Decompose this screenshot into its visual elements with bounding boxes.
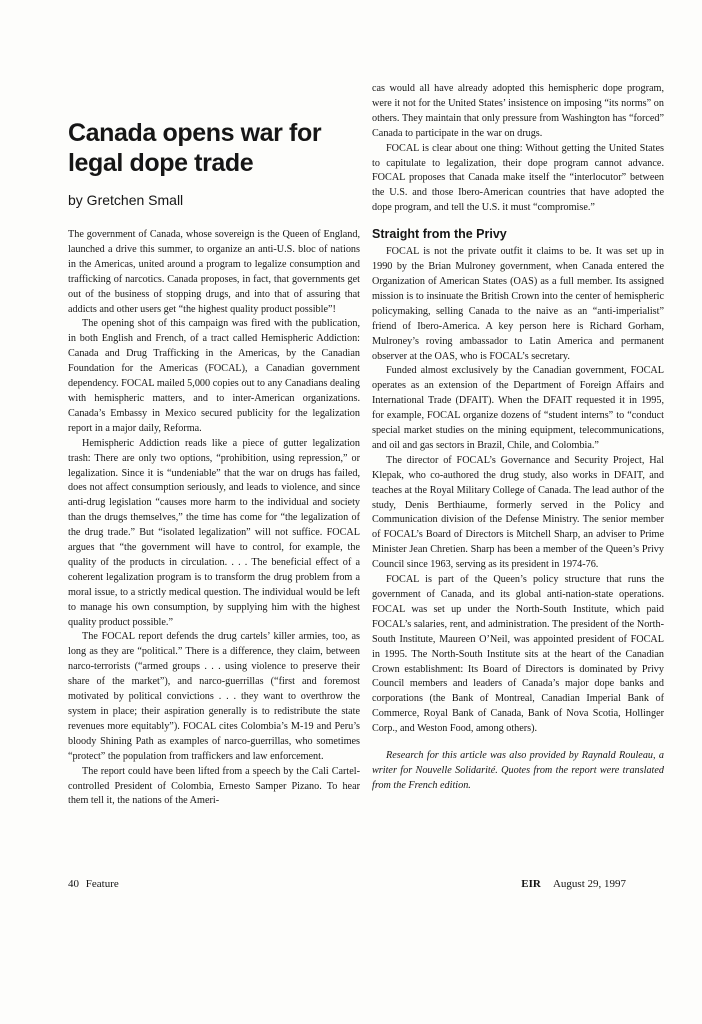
issue-date: August 29, 1997 [552,878,626,890]
paragraph: cas would all have already adopted this hemispheric dope program, were it not for the United States’ insistence on imposing “its norms” on others. They maintain that only pressure from Washington has “forced” Canada to participate in the war on drugs. [372,83,664,139]
article-title: Canada opens war for legal dope trade [68,119,322,177]
paragraph: Funded almost exclusively by the Canadian government, FOCAL operates as an extension of the Department of Foreign Affairs and International Trade (DFAIT). When the DFAIT requested it in 1995, for example, FOCAL organize dozens of “student interns” to “conduct special market studies on the mining equipment, telecommunications, and oil and gas sectors in Brazil, Chile, and Colombia.” [372,365,664,451]
paragraph: The FOCAL report defends the drug cartels’ killer armies, too, as long as they are “political.” There is a difference, they claim, between narco-terrorists (“armed groups . . . using violence to preserve their share of the market”), and narco-guerrillas (“first and foremost motivated by political convictions . . . they want to overthrow the system in place; their aspiration generally is to redistribute the state revenues more equitably”). FOCAL cites Colombia’s M-19 and Peru’s bloody Shining Path as examples of narco-guerrillas, who sometimes “protect” the population from traffickers and law enforcement. [68,631,360,762]
paragraph: Hemispheric Addiction reads like a piece of gutter legalization trash: There are only two options, “prohibition, using repression,” or legalization. Since it is “undeniable” that the war on drugs has failed, does not affect consumption seriously, and leads to violence, and since anti-drug legislation “causes more harm to the individual and society than the drugs themselves,” the time has come for “the legalization of the drug trade.” But “isolated legalization” will not suffice. FOCAL argues that “the government will have to control, for example, the quality of the products in circulation. . . . The beneficial effect of a coherent legalization program is to transform the drug problem from a moral issue, to a strictly medical question. The individual would be left to manage his own consumption, by supplying him with the highest quality product possible.” [68,437,360,628]
page-footer-right [521,878,626,890]
right-column [372,82,664,794]
page-number: 40 [68,878,79,890]
paragraph: The opening shot of this campaign was fired with the publication, in both English and French, of a tract called Hemispheric Addiction: Canada and Drug Trafficking in the Americas, by the Canadian Foundation for the Americas (FOCAL), a Canadian government dependency. FOCAL mailed 5,000 copies out to any Canadians dealing with hemispheric matters, and to inter-American organizations. Canada’s Embassy in Mexico secured publicity for the legalization report in a major daily, Reforma. [68,318,360,434]
page-footer-left [68,878,119,890]
left-column [68,228,360,809]
paragraph: The report could have been lifted from a speech by the Cali Cartel-controlled President of Colombia, Ernesto Samper Pizano. To hear them tell it, the nations of the Ameri- [68,765,360,807]
section-label: Feature [85,878,119,890]
paragraph: The government of Canada, whose sovereign is the Queen of England, launched a drive this summer, to organize an anti-U.S. bloc of nations in the Americas, united around a program to legalize consumption and trafficking of narcotics. Canada proposes, in fact, that governments get out of the business of stopping drugs, and into that of assuring that addicts and other users get “the highest quality product possible”! [68,229,360,315]
paragraph: FOCAL is part of the Queen’s policy structure that runs the government of Canada, and its global anti-nation-state operations. FOCAL was set up under the North-South Institute, which paid FOCAL’s salaries, rent, and administration. The president of the North-South Institute, Maureen O’Neil, was appointed president of FOCAL in 1995. The North-South Institute sits at the heart of the Canadian Crown establishment: Its Board of Directors is dominated by Privy Council members and leaders of Canada’s major dope banks and corporations (the Bank of Montreal, Canadian Imperial Bank of Commerce, Royal Bank of Canada, Bank of Nova Scotia, Hollinger Corp., and Weston Food, among others). [372,574,664,735]
paragraph: The director of FOCAL’s Governance and Security Project, Hal Klepak, who co-authored the drug study, also works in DFAIT, and teaches at the Royal Military College of Canada. The lead author of the study, Denis Berthiaume, formerly served in the Policy and Communication division of the Defense Ministry. The senior member of FOCAL’s Board of Directors is Mitchell Sharp, an adviser to Prime Minister Jean Chretien. Sharp has been a member of the Queen’s Privy Council since 1963, serving as its president in 1974-76. [372,454,664,571]
paragraph: FOCAL is clear about one thing: Without getting the United States to capitulate to legalization, their dope program cannot advance. FOCAL proposes that Canada make itself the “interlocutor” between the U.S. and those Ibero-American countries that have adopted the dope program, and tell the U.S. it must “compromise.” [372,142,664,214]
publication-name: EIR [521,878,541,890]
byline: by Gretchen Small [68,192,184,208]
research-credit: Research for this article was also provided by Raynald Rouleau, a writer for Nouvelle Solidarité. Quotes from the report were translated from the French edition. [372,750,664,791]
section-subhead: Straight from the Privy [372,227,507,242]
paragraph: FOCAL is not the private outfit it claims to be. It was set up in 1990 by the Brian Mulroney government, when Canada entered the Organization of American States (OAS) as a full member. Its assigned mission is to insinuate the British Crown into the center of hemispheric policymaking, selling Canada to the naive as an “anti-imperialist” friend of Ibero-America. A key person here is Richard Gorham, Mulroney’s roving ambassador to Latin America and permanent observer at the OAS, who is FOCAL’s secretary. [372,246,664,362]
